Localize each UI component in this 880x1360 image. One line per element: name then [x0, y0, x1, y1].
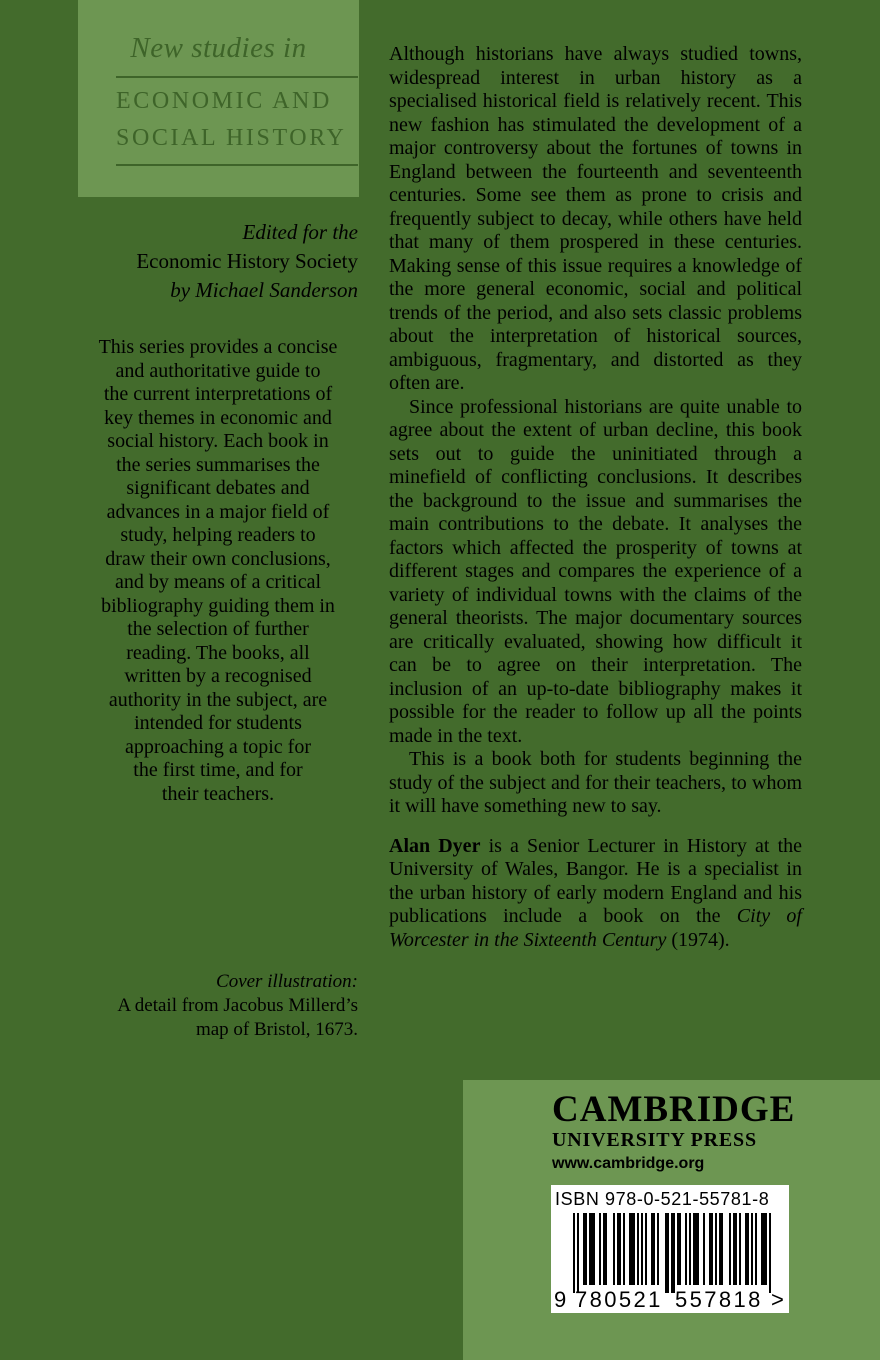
blurb-line: the selection of further: [127, 618, 309, 640]
barcode-bar: [677, 1213, 679, 1285]
barcode-bar: [623, 1213, 625, 1285]
barcode-digit-lead: 9: [554, 1287, 567, 1312]
barcode-bar: [719, 1213, 721, 1285]
barcode-bar: [583, 1213, 585, 1285]
barcode-bar: [765, 1213, 767, 1285]
barcode-bar: [751, 1213, 753, 1285]
cover-line: map of Bristol, 1673.: [195, 1019, 358, 1040]
barcode-bar: [729, 1213, 731, 1285]
barcode-bar: [715, 1213, 717, 1285]
barcode-bar: [695, 1213, 697, 1285]
blurb-line: key themes in economic and: [104, 406, 332, 429]
blurb-line: study, helping readers to: [120, 524, 316, 546]
barcode-bar: [755, 1213, 757, 1285]
blurb-line: reading. The books, all: [126, 641, 310, 664]
blurb-line: written by a recognised: [124, 665, 312, 687]
author-name: Alan Dyer: [389, 834, 481, 857]
cover-credit: [117, 970, 358, 1042]
barcode-bar: [761, 1213, 763, 1285]
cover-line: A detail from Jacobus Millerd’s: [117, 995, 358, 1016]
blurb-line: the first time, and for: [133, 759, 303, 781]
barcode-bar: [685, 1213, 687, 1285]
barcode-digit-group: 780521: [575, 1287, 663, 1312]
series-panel: [78, 0, 359, 197]
barcode-bar: [577, 1213, 579, 1293]
barcode-bar: [769, 1213, 771, 1293]
barcode-bar: [733, 1213, 735, 1285]
blurb-line: the current interpretations of: [103, 383, 333, 405]
series-italic-title: New studies in: [130, 32, 307, 64]
publisher-panel: [463, 1080, 880, 1360]
series-caps-title-1: ECONOMIC AND: [116, 88, 332, 114]
barcode-bar: [679, 1213, 681, 1285]
barcode-bar: [605, 1213, 607, 1285]
barcode-bar: [593, 1213, 595, 1285]
blurb-line: bibliography guiding them in: [101, 594, 335, 617]
editor-society: Economic History Society: [136, 249, 358, 273]
editor-credit: [136, 218, 358, 305]
barcode-bar: [657, 1213, 659, 1285]
blurb-line: approaching a topic for: [124, 735, 312, 758]
editor-line: Edited for the: [242, 220, 358, 244]
divider: [116, 76, 358, 78]
barcode-bar: [671, 1213, 673, 1293]
barcode-bar: [631, 1213, 633, 1285]
barcode-bar: [641, 1213, 643, 1285]
barcode-bar: [603, 1213, 605, 1285]
publisher-url: www.cambridge.org: [552, 1155, 705, 1172]
barcode-bar: [667, 1213, 669, 1293]
blurb-line: draw their own conclusions,: [105, 547, 331, 570]
description-paragraph: This is a book both for students beginning the study of the subject and for their teachers, to whom it will have something new to say.: [389, 748, 802, 817]
barcode-bar: [591, 1213, 593, 1285]
series-caps-title-2: SOCIAL HISTORY: [116, 125, 347, 151]
barcode-bar: [673, 1213, 675, 1293]
isbn-label: ISBN 978-0-521-55781-8: [555, 1189, 770, 1209]
barcode-bar: [599, 1213, 601, 1285]
blurb-line: intended for students: [134, 712, 302, 734]
barcode-bar: [665, 1213, 667, 1293]
publisher-name: CAMBRIDGE: [552, 1089, 796, 1130]
barcode: [551, 1185, 789, 1313]
book-title: City of Worcester in the Sixteenth Century: [389, 905, 802, 951]
publisher-subname: UNIVERSITY PRESS: [552, 1129, 757, 1151]
author-bio-text: is a Senior Lecturer in History at the University of Wales, Bangor. He is a specialist in the urban history of early modern England and his publications include a book on the: [389, 834, 802, 927]
barcode-bar: [585, 1213, 587, 1285]
blurb-line: and by means of a critical: [114, 571, 322, 593]
barcode-bar: [589, 1213, 591, 1285]
book-description: [389, 43, 802, 952]
blurb-line: the series summarises the: [116, 453, 320, 476]
barcode-digit-group: 557818: [675, 1287, 763, 1312]
barcode-bar: [613, 1213, 615, 1285]
description-paragraph: Since professional historians are quite unable to agree about the extent of urban decline, this book sets out to guide the uninitiated through a minefield of conflicting conclusions. It describes the background to the issue and summarises the main contributions to the debate. It analyses the factors which affected the prosperity of towns at different stages and compares the experience of a variety of individual towns with the claims of the general theorists. The major documentary sources are critically evaluated, showing how difficult it can be to agree on their interpretation. The inclusion of an up-to-date bibliography makes it possible for the reader to follow up all the points made in the text.: [389, 395, 802, 747]
series-blurb: [72, 336, 364, 806]
blurb-line: their teachers.: [161, 782, 275, 805]
barcode-bar: [617, 1213, 619, 1285]
barcode-bar: [651, 1213, 653, 1285]
cover-label: Cover illustration:: [216, 971, 358, 992]
author-bio: [389, 835, 802, 953]
barcode-bar: [745, 1213, 747, 1285]
blurb-line: social history. Each book in: [107, 430, 329, 452]
blurb-line: This series provides a concise: [98, 336, 338, 358]
barcode-bar: [763, 1213, 765, 1285]
barcode-bar: [637, 1213, 639, 1285]
editor-name: by Michael Sanderson: [170, 278, 358, 302]
barcode-bar: [619, 1213, 621, 1285]
blurb-line: advances in a major field of: [106, 500, 330, 523]
barcode-bar: [689, 1213, 691, 1285]
divider: [116, 164, 358, 166]
author-bio-year: (1974).: [671, 928, 730, 951]
barcode-bar: [721, 1213, 723, 1285]
barcode-bar: [653, 1213, 655, 1285]
barcode-bar: [633, 1213, 635, 1285]
blurb-line: and authoritative guide to: [115, 359, 321, 382]
blurb-line: authority in the subject, are: [108, 688, 328, 711]
barcode-bar: [573, 1213, 575, 1293]
barcode-bar: [697, 1213, 699, 1285]
barcode-bar: [709, 1213, 711, 1285]
blurb-line: significant debates and: [126, 477, 310, 499]
barcode-bar: [735, 1213, 737, 1285]
barcode-bar: [747, 1213, 749, 1285]
barcode-bar: [693, 1213, 695, 1285]
description-paragraph: Although historians have always studied towns, widespread interest in urban history as a specialised historical field is relatively recent. This new fashion has stimulated the development of a major controversy about the fortunes of towns in England between the fourteenth and seventeenth centuries. Some see them as prone to crisis and frequently subject to decay, while others have held that many of them prospered in these centuries. Making sense of this issue requires a knowledge of the more general economic, social and political trends of the period, and also sets classic problems about the interpretation of historical sources, ambiguous, fragmentary, and distorted as they often are.: [389, 43, 802, 394]
barcode-quiet-mark: >: [771, 1287, 784, 1312]
barcode-bar: [645, 1213, 647, 1285]
barcode-bar: [629, 1213, 631, 1285]
barcode-bar: [739, 1213, 741, 1285]
barcode-bar: [703, 1213, 705, 1285]
barcode-bar: [711, 1213, 713, 1285]
